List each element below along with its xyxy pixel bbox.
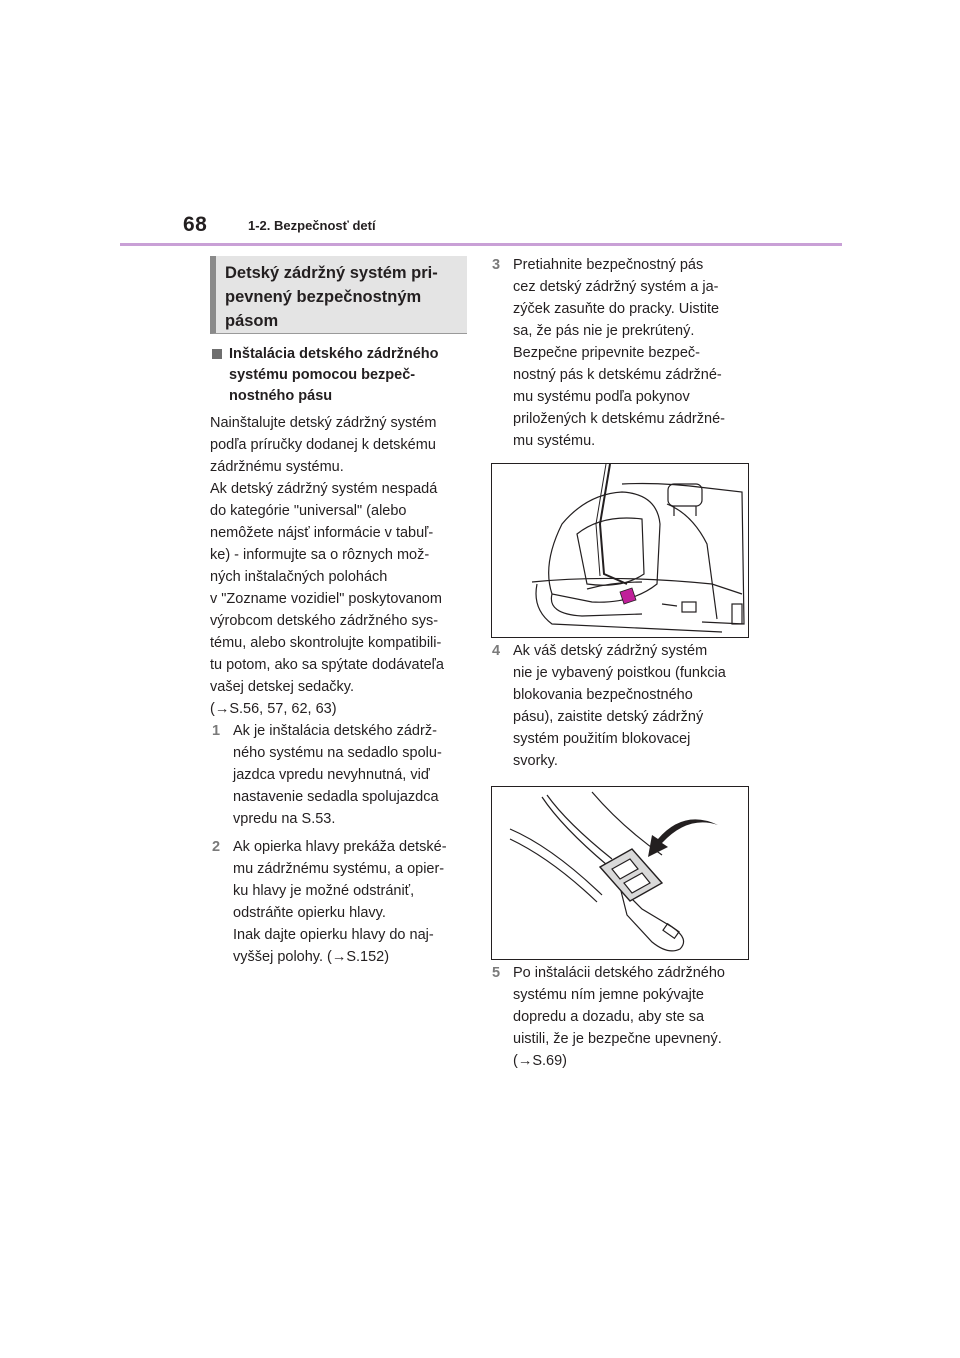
- intro-reference: (→S.56, 57, 62, 63): [210, 701, 337, 717]
- child-seat-illustration: [492, 464, 748, 637]
- arrow-icon: [648, 819, 718, 857]
- section-title: 1-2. Bezpečnosť detí: [248, 218, 376, 233]
- page-number: 68: [183, 213, 208, 236]
- step-5: [492, 962, 762, 1072]
- step-text: Po inštalácii detského zádržného systému ním jemne pokývajte dopredu a dozadu, aby ste sa uistili, že je bezpečne upevnený. (→S.69): [513, 965, 725, 1069]
- figure-child-seat: [491, 463, 749, 638]
- figure-locking-clip: [491, 786, 749, 960]
- step-text: Ak je inštalácia detského zádrž- ného systému na sedadlo spolu- jazdca vpredu nevyhnutná, viď nastavenie sedadla spolujazdca vpredu na S.53.: [233, 723, 442, 827]
- step-number: 2: [212, 839, 221, 855]
- step-number: 3: [492, 257, 501, 273]
- step-text: Ak opierka hlavy prekáža detské- mu zádržnému systému, a opier- ku hlavy je možné odstrániť, odstráňte opierku hlavy. Inak dajte opierku hlavy do naj- vyššej polohy. (→S.152): [233, 839, 447, 965]
- locking-clip-highlight-icon: [620, 588, 636, 604]
- section-box-title: Detský zádržný systém pri- pevnený bezpečnostným pásom: [225, 264, 438, 330]
- step-text: Ak váš detský zádržný systém nie je vybavený poistkou (funkcia blokovania bezpečnostného pásu), zaistite detský zádržný systém použitím blokovacej svorky.: [513, 643, 726, 769]
- step-number: 5: [492, 965, 501, 981]
- subheading: [212, 344, 472, 407]
- square-bullet-icon: [212, 349, 222, 359]
- step-3: [492, 254, 762, 452]
- header-rule: [120, 243, 842, 246]
- subheading-text: Inštalácia detského zádržného systému pomocou bezpeč- nostného pásu: [229, 346, 439, 404]
- step-number: 1: [212, 723, 221, 739]
- step-1: [212, 720, 474, 830]
- locking-clip-illustration: [492, 787, 748, 959]
- intro-text: Nainštalujte detský zádržný systém podľa príručky dodanej k detskému zádržnému systému. Ak detský zádržný systém nespadá do kategórie "universal" (alebo nemôžete nájsť informácie v tabuľ- ke) - informujte sa o rôznych mož- ných inštalačných polohách v "Zozname vozidiel" poskytovanom výrobcom detského zádržného sys- tému, alebo skontrolujte kompatibili- tu potom, ako sa spýtate dodávateľa vašej detskej sedačky.: [210, 415, 444, 695]
- intro-paragraph: [210, 412, 472, 720]
- step-number: 4: [492, 643, 501, 659]
- section-box: [210, 256, 467, 334]
- step-text: Pretiahnite bezpečnostný pás cez detský zádržný systém a ja- zýček zasuňte do pracky. Uistite sa, že pás nie je prekrútený. Bezpečne pripevnite bezpeč- nostný pás k detskému zádržné- mu systému podľa pokynov priložených k detskému zádržné- mu systému.: [513, 257, 725, 449]
- step-2: [212, 836, 474, 968]
- step-4: [492, 640, 762, 772]
